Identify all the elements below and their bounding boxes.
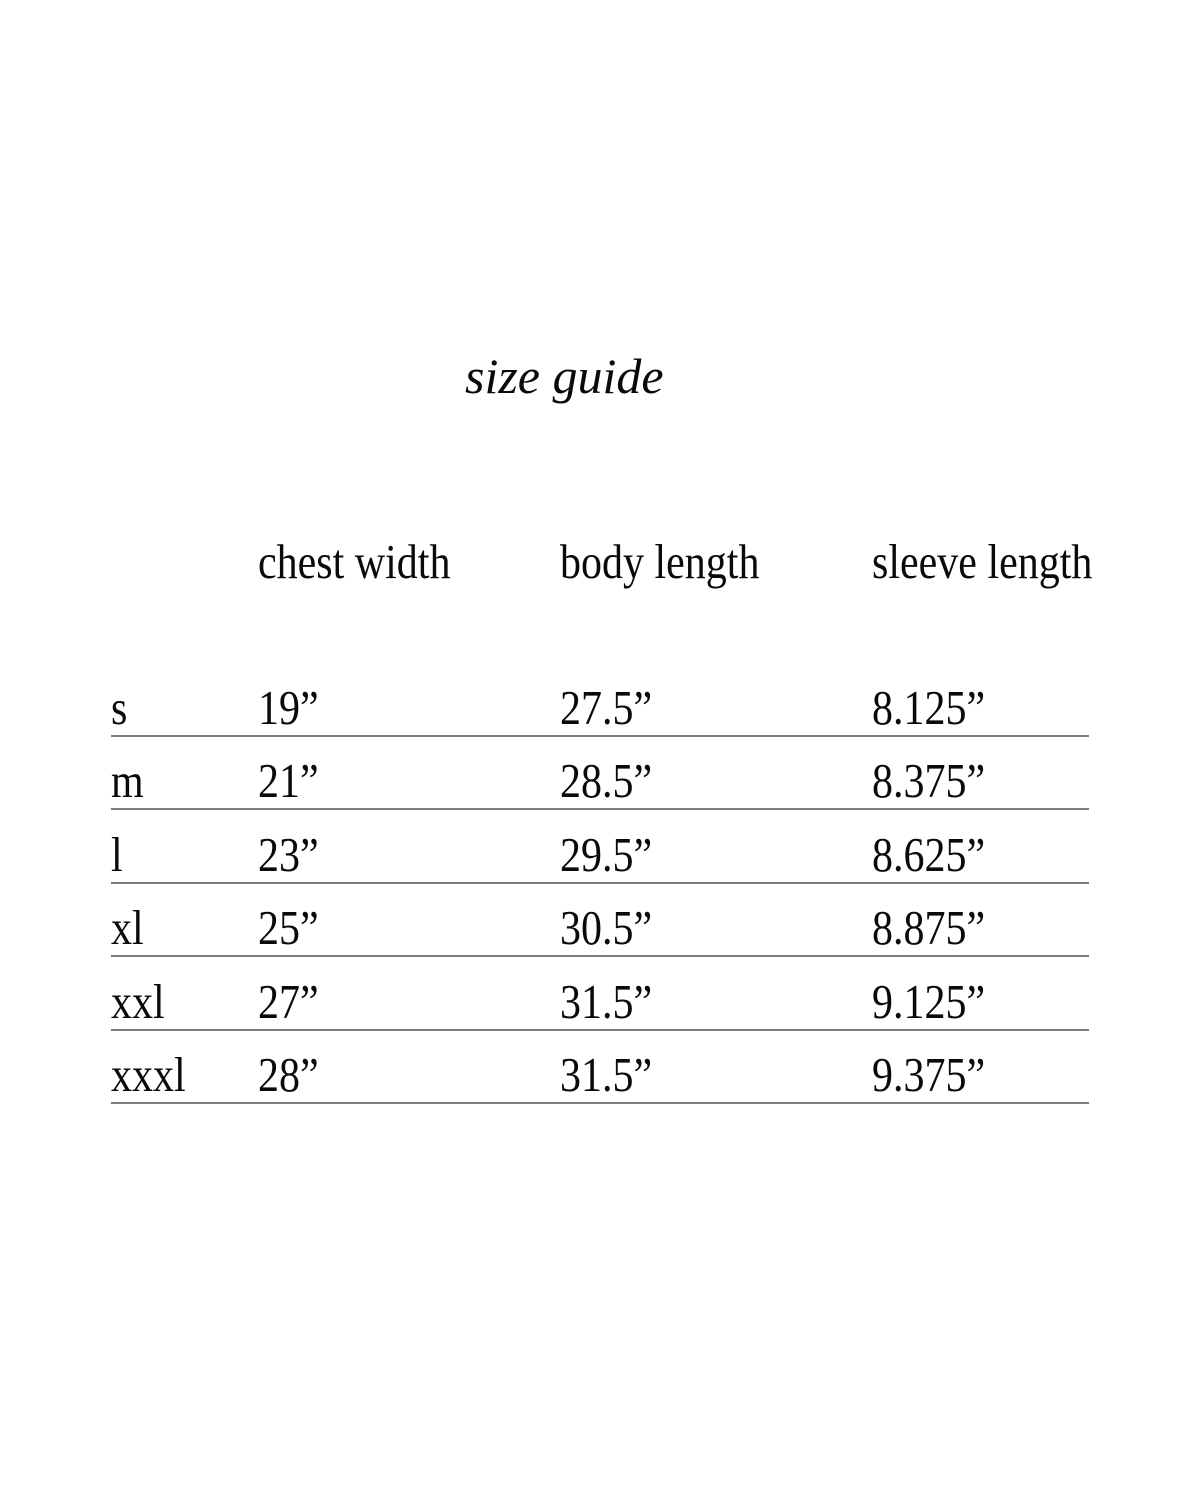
size-cell: m [111,755,144,809]
chest-width-cell: 25” [258,902,319,956]
chest-width-cell: 23” [258,828,319,882]
body-length-cell: 31.5” [560,975,653,1029]
table-row [111,884,1089,958]
body-length-cell: 28.5” [560,755,653,809]
chest-width-cell: 19” [258,681,319,735]
table-row [111,810,1089,884]
table-header-row [111,505,1093,590]
table-row [111,957,1089,1031]
table-row [111,663,1089,737]
sleeve-length-cell: 8.625” [872,828,986,882]
table-row [111,1031,1089,1105]
size-cell: xxl [111,975,165,1029]
table-row [111,737,1089,811]
body-length-cell: 30.5” [560,902,653,956]
sleeve-length-cell: 8.375” [872,755,986,809]
body-length-cell: 31.5” [560,1049,653,1103]
column-header-sleeve-length: sleeve length [872,536,1093,590]
size-cell: xl [111,902,144,956]
size-cell: s [111,681,128,735]
sleeve-length-cell: 9.375” [872,1049,986,1103]
size-guide-table [111,663,1089,1104]
column-header-body-length: body length [560,536,760,590]
size-cell: l [111,828,123,882]
chest-width-cell: 28” [258,1049,319,1103]
sleeve-length-cell: 8.125” [872,681,986,735]
sleeve-length-cell: 8.875” [872,902,986,956]
column-header-chest-width: chest width [258,536,451,590]
size-cell: xxxl [111,1049,186,1103]
chest-width-cell: 21” [258,755,319,809]
body-length-cell: 27.5” [560,681,653,735]
page-title: size guide [465,348,664,404]
sleeve-length-cell: 9.125” [872,975,986,1029]
body-length-cell: 29.5” [560,828,653,882]
chest-width-cell: 27” [258,975,319,1029]
